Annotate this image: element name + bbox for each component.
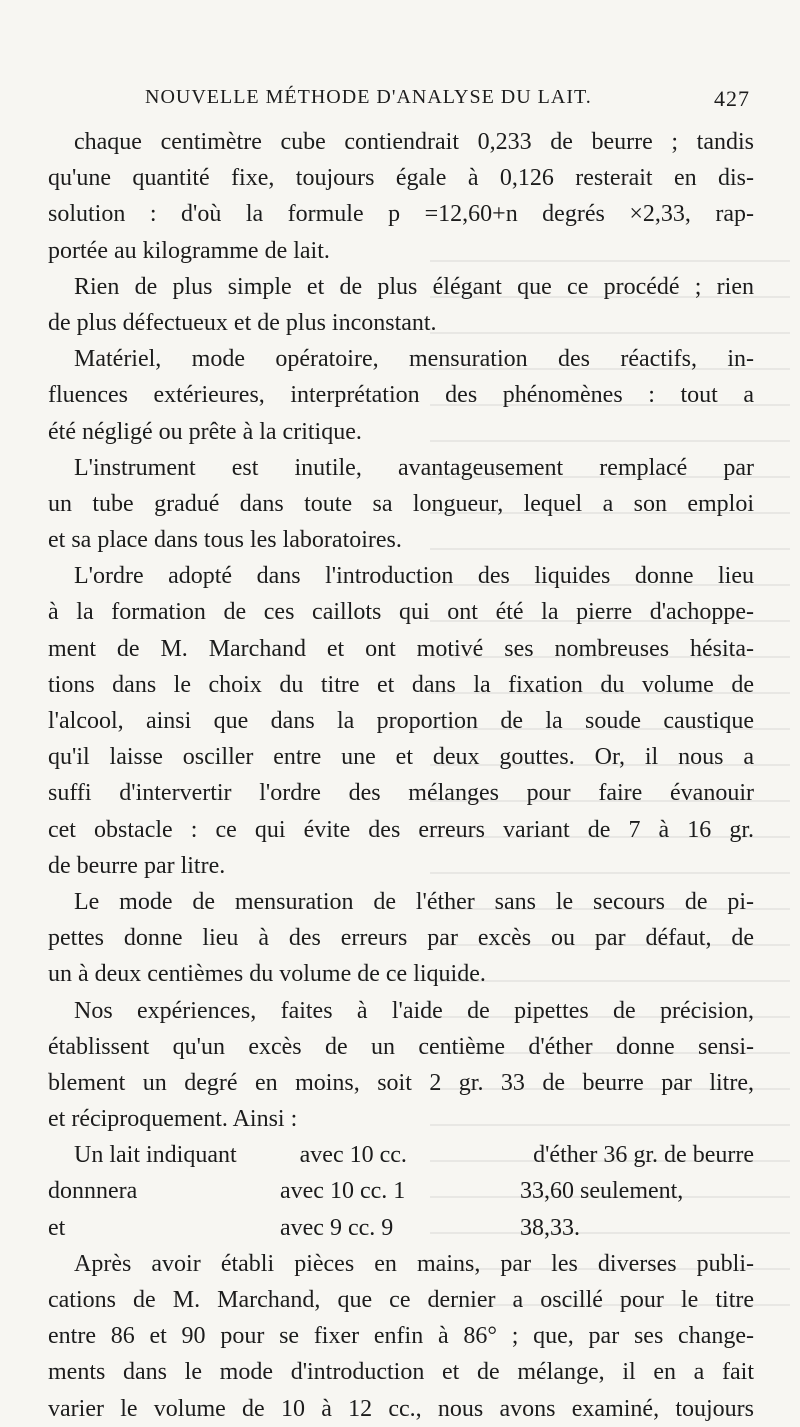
text-line: Après avoir établi pièces en mains, par les diverses publi-: [74, 1250, 754, 1277]
table-cell: avec 9 cc. 9: [280, 1214, 394, 1241]
text-line: cations de M. Marchand, que ce dernier a oscillé pour le titre: [48, 1287, 754, 1313]
table-cell: avec 10 cc. 1: [280, 1178, 406, 1205]
table-row: [48, 1137, 754, 1173]
text-line: solution : d'où la formule p =12,60+n degrés ×2,33, rap-: [48, 201, 754, 228]
table-cell: avec 10 cc.: [299, 1142, 407, 1169]
table-cell: Un lait indiquant: [74, 1142, 237, 1169]
text-line: et sa place dans tous les laboratoires.: [48, 527, 402, 554]
text-line: établissent qu'un excès de un centième d'éther donne sensi-: [48, 1033, 754, 1060]
text-line: Matériel, mode opératoire, mensuration des réactifs, in-: [74, 346, 754, 373]
text-line: de plus défectueux et de plus inconstant.: [48, 309, 437, 336]
paragraph: [48, 558, 754, 884]
text-line: ments dans le mode d'introduction et de mélange, il en a fait: [48, 1359, 754, 1386]
text-line: blement un degré en moins, soit 2 gr. 33 de beurre par litre,: [48, 1069, 754, 1096]
text-line: Nos expériences, faites à l'aide de pipettes de précision,: [74, 997, 754, 1024]
paragraph: [48, 884, 754, 993]
paragraph: [48, 1246, 754, 1427]
text-line: tions dans le choix du titre et dans la fixation du volume de: [48, 671, 754, 698]
text-line: et réciproquement. Ainsi :: [48, 1106, 298, 1133]
table-row: [48, 1173, 754, 1209]
example-table: [48, 1137, 754, 1246]
paragraph: [48, 993, 754, 1138]
body-text: [48, 124, 754, 1427]
paragraph: [48, 124, 754, 269]
paragraph: [48, 341, 754, 450]
text-line: qu'il laisse osciller entre une et deux gouttes. Or, il nous a: [48, 744, 754, 771]
table-cell: 33,60 seulement,: [520, 1178, 684, 1205]
text-line: pettes donne lieu à des erreurs par excès ou par défaut, de: [48, 925, 754, 952]
text-line: qu'une quantité fixe, toujours égale à 0,126 resterait en dis-: [48, 165, 754, 192]
text-line: Rien de plus simple et de plus élégant que ce procédé ; rien: [74, 273, 754, 300]
text-line: fluences extérieures, interprétation des phénomènes : tout a: [48, 382, 754, 409]
text-line: L'ordre adopté dans l'introduction des liquides donne lieu: [74, 563, 754, 590]
text-line: été négligé ou prête à la critique.: [48, 418, 362, 445]
text-line: de beurre par litre.: [48, 852, 226, 879]
text-line: ment de M. Marchand et ont motivé ses nombreuses hésita-: [48, 635, 754, 662]
text-line: portée au kilogramme de lait.: [48, 237, 330, 264]
text-line: cet obstacle : ce qui évite des erreurs variant de 7 à 16 gr.: [48, 816, 754, 843]
text-line: à la formation de ces caillots qui ont été la pierre d'achoppe-: [48, 599, 754, 626]
text-line: suffi d'intervertir l'ordre des mélanges pour faire évanouir: [48, 780, 754, 807]
text-line: varier le volume de 10 à 12 cc., nous avons examiné, toujours: [48, 1395, 754, 1422]
text-line: un tube gradué dans toute sa longueur, lequel a son emploi: [48, 490, 754, 517]
table-cell: donnnera: [48, 1178, 138, 1205]
table-row: [48, 1210, 754, 1246]
text-line: entre 86 et 90 pour se fixer enfin à 86° ; que, par ses change-: [48, 1323, 754, 1350]
paragraph: [48, 450, 754, 559]
paragraph: [48, 269, 754, 341]
text-line: un à deux centièmes du volume de ce liquide.: [48, 961, 486, 988]
table-cell: d'éther 36 gr. de beurre: [533, 1142, 754, 1169]
page-number: 427: [714, 86, 750, 111]
table-cell: et: [48, 1214, 66, 1241]
text-line: chaque centimètre cube contiendrait 0,233 de beurre ; tandis: [74, 129, 754, 155]
running-header: [48, 86, 750, 116]
text-line: L'instrument est inutile, avantageusement remplacé par: [74, 454, 754, 481]
table-cell: 38,33.: [520, 1214, 580, 1241]
text-line: l'alcool, ainsi que dans la proportion de la soude caustique: [48, 708, 754, 734]
running-title: NOUVELLE MÉTHODE D'ANALYSE DU LAIT.: [145, 86, 592, 108]
text-line: Le mode de mensuration de l'éther sans le secours de pi-: [74, 888, 754, 915]
